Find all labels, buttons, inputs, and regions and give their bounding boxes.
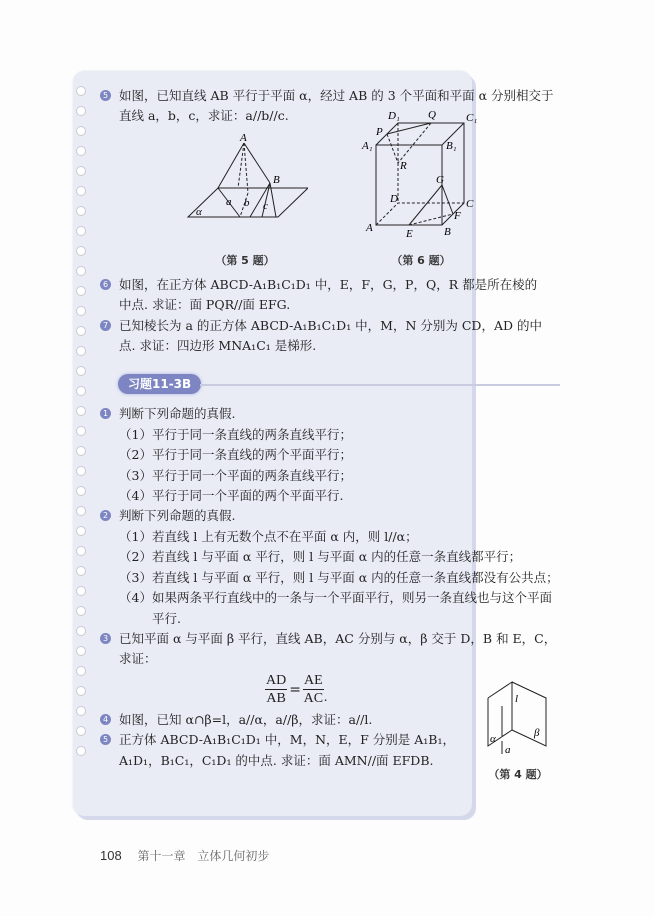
exercise-6: 6 如图，在正方体 ABCD-A₁B₁C₁D₁ 中，E，F，G，P，Q，R 都是所在棱的 中点. 求证：面 PQR//面 EFG. — [100, 275, 560, 316]
question-number-badge: 7 — [100, 320, 111, 331]
binder-hole — [76, 586, 86, 596]
page-number: 108 — [100, 848, 122, 863]
svg-text:G: G — [436, 173, 444, 186]
svg-text:A₁: A₁ — [362, 139, 373, 152]
binder-hole — [76, 706, 86, 716]
binder-hole — [76, 626, 86, 636]
svg-text:a: a — [505, 744, 511, 756]
exercise-b2-item: （1）若直线 l 上有无数个点不在平面 α 内，则 l//α； — [119, 528, 418, 544]
binder-holes — [76, 86, 90, 766]
binder-hole — [76, 186, 86, 196]
figure-4-diagram — [484, 680, 554, 760]
svg-text:A: A — [240, 132, 247, 144]
svg-text:l: l — [515, 693, 519, 705]
svg-text:D₁: D₁ — [388, 109, 400, 122]
svg-text:c: c — [263, 199, 268, 212]
binder-hole — [76, 166, 86, 176]
svg-text:β: β — [534, 727, 540, 739]
binder-hole — [76, 686, 86, 696]
section-divider — [200, 384, 560, 386]
binder-hole — [76, 666, 86, 676]
exercise-b2-item: （2）若直线 l 与平面 α 平行，则 l 与平面 α 内的任意一条直线都平行； — [119, 549, 522, 565]
svg-text:E: E — [406, 227, 413, 240]
svg-text:b: b — [244, 196, 250, 209]
exercise-b2-item-cont: 平行. — [152, 610, 181, 626]
question-number-badge: 2 — [100, 510, 111, 521]
figure-6-diagram — [358, 107, 488, 247]
binder-hole — [76, 246, 86, 256]
exercise-b1-item: （1）平行于同一条直线的两条直线平行； — [119, 426, 352, 442]
binder-hole — [76, 506, 86, 516]
binder-hole — [76, 386, 86, 396]
proportion-formula: $\frac{AD}{AB}$ = $\frac{AE}{AC}$ . — [266, 673, 328, 707]
svg-text:C: C — [466, 197, 474, 210]
exercise-5 — [100, 86, 560, 127]
binder-hole — [76, 366, 86, 376]
page-content — [100, 86, 560, 771]
question-number-badge: 1 — [100, 408, 111, 419]
chapter-label: 第十一章 — [137, 849, 186, 863]
exercise-b4: 4 如图，已知 α∩β=l，a//α，a//β，求证：a//l. — [100, 710, 560, 730]
binder-hole — [76, 206, 86, 216]
question-number-badge: 5 — [100, 734, 111, 745]
binder-hole — [76, 306, 86, 316]
exercise-b2: 2 判断下列命题的真假. — [100, 506, 560, 526]
binder-hole — [76, 126, 86, 136]
binder-hole — [76, 426, 86, 436]
binder-hole — [76, 746, 86, 756]
svg-text:C₁: C₁ — [466, 111, 478, 124]
exercise-5-text: 如图，已知直线 AB 平行于平面 α，经过 AB 的 3 个平面和平面 α 分别相交于 直线 a，b，c，求证：a//b//c. — [119, 88, 554, 124]
svg-text:α: α — [490, 733, 496, 745]
binder-hole — [76, 326, 86, 336]
binder-hole — [76, 406, 86, 416]
question-number-badge: 6 — [100, 279, 111, 290]
exercise-b1-item: （2）平行于同一条直线的两个平面平行； — [119, 447, 352, 463]
binder-hole — [76, 446, 86, 456]
exercise-b5: 5 正方体 ABCD-A₁B₁C₁D₁ 中，M，N，E，F 分别是 A₁B₁， A₁D₁，B₁C₁，C₁D₁ 的中点. 求证：面 AMN//面 EFDB. — [100, 730, 560, 771]
svg-text:R: R — [400, 159, 407, 172]
chapter-title: 立体几何初步 — [197, 849, 270, 863]
exercise-7: 7 已知棱长为 a 的正方体 ABCD-A₁B₁C₁D₁ 中，M，N 分别为 CD，AD 的中 点. 求证：四边形 MNA₁C₁ 是梯形. — [100, 316, 560, 357]
exercise-b2-item: （3）若直线 l 与平面 α 平行，则 l 与平面 α 内的任意一条直线都没有公共点； — [119, 569, 559, 585]
svg-text:A: A — [366, 221, 373, 234]
binder-hole — [76, 486, 86, 496]
question-number-badge: 4 — [100, 714, 111, 725]
svg-text:B: B — [273, 173, 280, 186]
question-number-badge: 3 — [100, 633, 111, 644]
figure-row-5-6 — [100, 108, 560, 275]
binder-hole — [76, 346, 86, 356]
fraction-ad-ab: $\frac{AD}{AB}$ — [266, 673, 287, 707]
binder-hole — [76, 106, 86, 116]
exercise-b1: 1 判断下列命题的真假. — [100, 404, 560, 424]
page-footer — [100, 847, 269, 864]
section-header — [100, 370, 560, 398]
svg-text:Q: Q — [428, 108, 436, 121]
binder-hole — [76, 466, 86, 476]
svg-text:α: α — [196, 205, 202, 218]
binder-hole — [76, 286, 86, 296]
binder-hole — [76, 646, 86, 656]
binder-hole — [76, 226, 86, 236]
svg-text:B: B — [444, 225, 451, 238]
exercise-b3: 3 已知平面 α 与平面 β 平行，直线 AB，AC 分别与 α，β 交于 D，B 和 E，C， 求证： — [100, 629, 560, 670]
exercise-b1-item: （4）平行于同一个平面的两个平面平行. — [119, 488, 344, 504]
binder-hole — [76, 146, 86, 156]
figure-6-caption: （第 6 题） — [391, 253, 451, 267]
section-title-badge: 习题11-3B — [118, 374, 201, 394]
binder-hole — [76, 606, 86, 616]
binder-hole — [76, 726, 86, 736]
svg-text:D: D — [390, 192, 398, 205]
binder-hole — [76, 86, 86, 96]
binder-hole — [76, 526, 86, 536]
binder-hole — [76, 566, 86, 576]
svg-text:F: F — [454, 209, 461, 222]
figure-4-caption: （第 4 题） — [488, 768, 548, 781]
svg-text:a: a — [226, 195, 232, 208]
figure-5-diagram — [178, 133, 308, 243]
question-number-badge: 5 — [100, 90, 111, 101]
svg-text:B₁: B₁ — [446, 139, 457, 152]
binder-hole — [76, 266, 86, 276]
svg-text:P: P — [376, 125, 383, 138]
exercise-b2-item: （4）如果两条平行直线中的一条与一个平面平行，则另一条直线也与这个平面 — [119, 590, 552, 606]
binder-hole — [76, 546, 86, 556]
fraction-ae-ac: $\frac{AE}{AC}$ — [303, 673, 324, 707]
exercise-b1-item: （3）平行于同一个平面的两条直线平行； — [119, 467, 352, 483]
figure-5-caption: （第 5 题） — [215, 253, 275, 267]
